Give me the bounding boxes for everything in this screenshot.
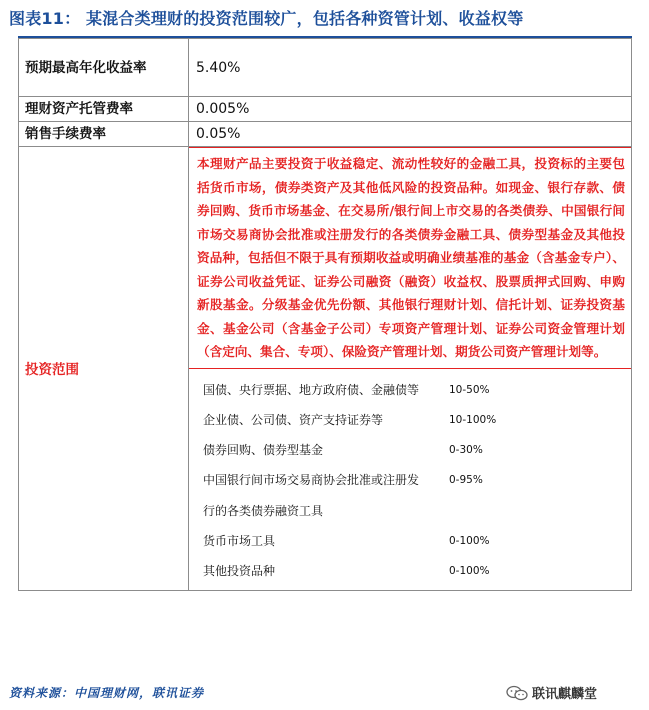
- row-label: 预期最高年化收益率: [19, 39, 189, 97]
- allocation-name: 中国银行间市场交易商协会批准或注册发: [203, 473, 420, 487]
- allocation-name: 货币市场工具: [203, 534, 276, 548]
- allocation-pct: 10-100%: [449, 413, 497, 426]
- wechat-icon: [506, 685, 528, 701]
- allocation-pct: 0-100%: [449, 534, 490, 547]
- scope-content: [189, 147, 632, 591]
- product-table: [18, 38, 632, 591]
- scope-label: 投资范围: [19, 147, 189, 591]
- table-row-scope: [19, 147, 632, 591]
- watermark-text: 联讯麒麟堂: [532, 687, 598, 702]
- table-row: [19, 97, 632, 122]
- source-note: 资料来源：中国理财网，联讯证券: [9, 686, 205, 700]
- row-value: 0.005%: [189, 97, 632, 122]
- allocation-pct: 0-95%: [449, 473, 483, 486]
- table-row: [19, 122, 632, 147]
- allocation-name: 国债、央行票据、地方政府债、金融债等: [203, 383, 420, 397]
- allocation-pct: [449, 495, 631, 526]
- allocation-row: [189, 435, 631, 465]
- row-value: 0.05%: [189, 122, 632, 147]
- watermark: [506, 683, 597, 702]
- allocation-pct: 0-30%: [449, 443, 483, 456]
- allocation-row: [189, 465, 631, 495]
- allocation-name: 其他投资品种: [203, 564, 276, 578]
- allocation-name: 行的各类债券融资工具: [203, 503, 324, 518]
- row-label: 销售手续费率: [19, 122, 189, 147]
- scope-description: 本理财产品主要投资于收益稳定、流动性较好的金融工具，投资标的主要包括货币市场，债券类资产及其他低风险的投资品种。如现金、银行存款、债券回购、货币市场基金、在交易所/银行间上市交易的各类债券、中国银行间市场交易商协会批准或注册发行的各类债券金融工具、债券型基金及其他投资品种，包括但不限于具有预期收益或明确业绩基准的基金（含基金专户）、证券公司收益凭证、证券公司融资（融资）收益权、股票质押式回购、申购新股基金。分级基金优先份额、其他银行理财计划、信托计划、证券投资基金、基金公司（含基金子公司）专项资产管理计划、证券公司资金管理计划（含定向、集合、专项）、保险资产管理计划、期货公司资产管理计划等。: [188, 147, 632, 369]
- allocation-name: 债券回购、债券型基金: [203, 443, 324, 457]
- row-value: 5.40%: [189, 39, 632, 97]
- allocation-table: [189, 375, 631, 586]
- allocation-row: [189, 375, 631, 405]
- allocation-pct: 10-50%: [449, 383, 490, 396]
- allocation-row: [189, 405, 631, 435]
- allocation-row: [189, 556, 631, 586]
- allocation-pct: 0-100%: [449, 564, 490, 577]
- table-row: [19, 39, 632, 97]
- allocation-name: 企业债、公司债、资产支持证券等: [203, 413, 384, 427]
- allocation-row: [189, 526, 631, 556]
- row-label: 理财资产托管费率: [19, 97, 189, 122]
- figure-title: 图表11： 某混合类理财的投资范围较广，包括各种资管计划、收益权等: [9, 9, 524, 28]
- allocation-row: [189, 495, 631, 526]
